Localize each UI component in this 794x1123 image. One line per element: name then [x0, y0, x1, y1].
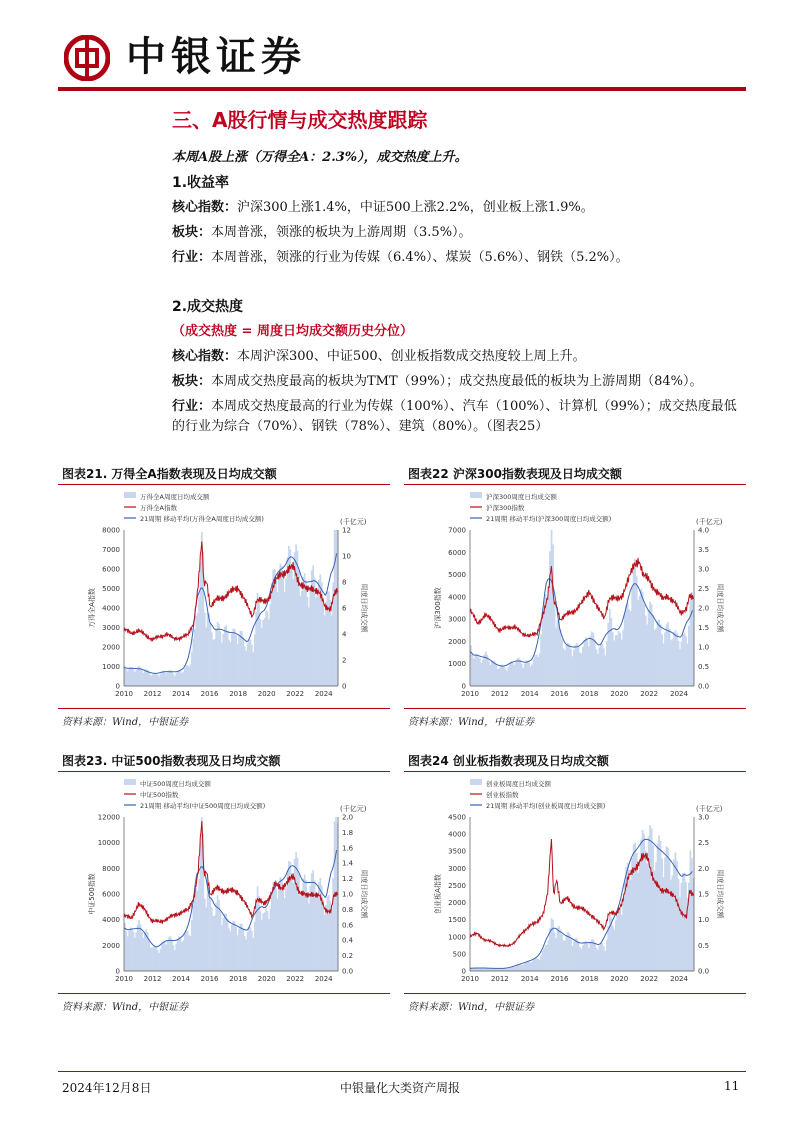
right-tick-label: 0.0	[342, 967, 354, 976]
left-tick-label: 7000	[448, 526, 466, 535]
returns-sector-label: 板块：	[172, 225, 212, 240]
x-tick-label: 2012	[143, 975, 162, 983]
returns-core-text: 沪深300上涨1.4%，中证500上涨2.2%，创业板上涨1.9%。	[237, 200, 594, 215]
x-tick-label: 2012	[490, 690, 509, 698]
left-tick-label: 3000	[448, 864, 466, 873]
left-tick-label: 5000	[102, 585, 120, 593]
section-title: 三、A股行情与成交热度跟踪	[172, 108, 428, 132]
x-tick-label: 2018	[229, 975, 248, 983]
x-tick-label: 2022	[640, 975, 659, 983]
left-tick-label: 1000	[448, 933, 466, 942]
figure-24-caption: 图表24 创业板指数表现及日均成交额	[408, 754, 609, 768]
heat-core-index	[172, 347, 748, 367]
x-tick-label: 2014	[172, 690, 190, 698]
right-axis-title: 周度日均成交额	[716, 869, 724, 919]
left-tick-label: 4000	[448, 593, 466, 602]
figure-23-source: 资料来源：Wind，中银证券	[62, 1002, 189, 1013]
figure-23-bottom-rule	[58, 993, 390, 994]
chart-csi500	[58, 773, 390, 993]
legend-label: 创业板周度日均成交额	[486, 780, 551, 788]
right-axis-title: 周度日均成交额	[360, 869, 368, 919]
x-tick-label: 2016	[200, 975, 219, 983]
header-rule	[58, 87, 746, 91]
left-tick-label: 4000	[102, 916, 120, 925]
footer-date: 2024年12月8日	[62, 1081, 152, 1095]
footer-page-number: 11	[724, 1079, 740, 1093]
left-tick-label: 0	[461, 682, 466, 691]
right-tick-label: 2.5	[698, 839, 710, 848]
x-tick-label: 2020	[610, 690, 629, 698]
x-tick-label: 2016	[550, 975, 569, 983]
right-tick-label: 0	[342, 682, 347, 691]
figure-22-bottom-rule	[404, 708, 746, 709]
right-axis-title: 周度日均成交额	[716, 583, 724, 633]
right-tick-label: 1.6	[342, 844, 354, 853]
heat-sector	[172, 372, 748, 392]
left-tick-label: 3000	[102, 624, 120, 632]
figure-21-bottom-rule	[58, 708, 390, 709]
x-tick-label: 2024	[314, 690, 333, 698]
legend-label: 创业板指数	[486, 791, 519, 799]
x-tick-label: 2022	[286, 975, 305, 983]
left-tick-label: 4000	[102, 604, 120, 613]
x-tick-label: 2024	[670, 975, 688, 983]
heat-core-text: 本周沪深300、中证500、创业板指数成交热度较上周上升。	[237, 349, 586, 364]
heat-sector-text: 本周成交热度最高的板块为TMT（99%）；成交热度最低的板块为上游周期（84%）。	[211, 374, 703, 389]
legend-label: 21周期 移动平均(创业板周度日均成交额)	[486, 802, 606, 810]
figure-23-rule	[58, 771, 390, 772]
x-tick-label: 2022	[640, 690, 659, 698]
footer-report-title: 中银量化大类资产周报	[340, 1081, 461, 1095]
right-tick-label: 2.0	[698, 864, 710, 873]
legend-label: 21周期 移动平均(中证500周度日均成交额)	[140, 802, 266, 810]
left-tick-label: 2000	[448, 899, 466, 908]
legend-swatch-volume	[124, 779, 136, 785]
legend-label: 中证500指数	[140, 791, 179, 799]
legend-label: 21周期 移动平均(万得全A周度日均成交额)	[140, 515, 264, 523]
left-tick-label: 0	[461, 967, 466, 976]
bank-logo-icon	[64, 35, 110, 81]
left-tick-label: 6000	[102, 565, 120, 574]
figure-21-caption: 图表21. 万得全A指数表现及日均成交额	[62, 467, 277, 481]
right-tick-label: 4.0	[698, 526, 710, 535]
footer-rule	[58, 1071, 746, 1072]
left-tick-label: 8000	[102, 864, 120, 873]
left-tick-label: 3000	[448, 615, 466, 624]
unit-label: (千亿元)	[340, 805, 367, 813]
heat-industry-label: 行业：	[172, 399, 212, 414]
right-tick-label: 12	[342, 526, 351, 535]
volume-bars	[470, 825, 694, 971]
left-tick-label: 6000	[102, 890, 120, 899]
legend-swatch-volume	[470, 779, 482, 785]
right-tick-label: 2.5	[698, 585, 710, 593]
right-tick-label: 1.0	[342, 890, 354, 899]
left-axis-title: 沪深300指数	[434, 587, 442, 629]
x-tick-label: 2016	[200, 690, 219, 698]
left-tick-label: 7000	[102, 546, 120, 554]
legend-swatch-volume	[470, 492, 482, 498]
heat-definition: （成交热度 = 周度日均成交额历史分位）	[172, 324, 413, 339]
figure-24-bottom-rule	[404, 993, 746, 994]
right-tick-label: 1.2	[342, 875, 354, 884]
right-tick-label: 0.5	[698, 941, 710, 950]
x-tick-label: 2018	[229, 690, 248, 698]
right-tick-label: 0.5	[698, 663, 710, 671]
right-tick-label: 1.4	[342, 859, 354, 868]
right-tick-label: 1.0	[698, 643, 710, 652]
left-tick-label: 2500	[448, 881, 466, 890]
left-tick-label: 2000	[102, 941, 120, 950]
returns-industry-text: 本周普涨，领涨的行业为传媒（6.4%）、煤炭（5.6%）、钢铁（5.2%）。	[211, 250, 629, 265]
returns-industry	[172, 248, 748, 268]
x-tick-label: 2020	[610, 975, 629, 983]
volume-bars	[470, 530, 694, 686]
x-tick-label: 2016	[550, 690, 569, 698]
x-tick-label: 2024	[670, 690, 688, 698]
right-tick-label: 2	[342, 656, 347, 665]
legend-label: 沪深300周度日均成交额	[486, 493, 557, 501]
heat-industry-text: 本周成交热度最高的行业为传媒（100%）、汽车（100%）、计算机（99%）；成交热度最低的行业为综合（70%）、钢铁（78%）、建筑（80%）。（图表25）	[172, 399, 737, 434]
right-tick-label: 1.8	[342, 828, 354, 837]
x-tick-label: 2012	[490, 975, 509, 983]
right-tick-label: 1.5	[698, 624, 710, 632]
right-tick-label: 3.5	[698, 546, 710, 554]
right-tick-label: 10	[342, 552, 351, 561]
left-tick-label: 500	[452, 950, 466, 959]
left-tick-label: 4500	[448, 813, 466, 822]
right-tick-label: 1.0	[698, 916, 710, 925]
left-tick-label: 2000	[448, 637, 466, 646]
brand-name: 中银证券	[126, 34, 306, 80]
right-tick-label: 3.0	[698, 813, 710, 822]
returns-core-index	[172, 198, 748, 218]
chart-wind-all-a	[58, 486, 390, 708]
volume-bars	[124, 530, 338, 686]
right-tick-label: 0.8	[342, 905, 354, 914]
left-tick-label: 5000	[448, 571, 466, 580]
right-tick-label: 2.0	[698, 604, 710, 613]
left-tick-label: 12000	[97, 813, 120, 822]
right-tick-label: 4	[342, 630, 347, 639]
right-tick-label: 0.2	[342, 952, 354, 961]
left-tick-label: 1000	[448, 660, 466, 669]
figure-21-source: 资料来源：Wind，中银证券	[62, 717, 189, 728]
right-tick-label: 8	[342, 578, 347, 587]
left-axis-title: 万得全A指数	[88, 588, 96, 628]
returns-sector	[172, 223, 748, 243]
x-tick-label: 2022	[286, 690, 305, 698]
heat-industry	[172, 397, 748, 437]
legend-label: 沪深300指数	[486, 504, 525, 512]
returns-sector-text: 本周普涨，领涨的板块为上游周期（3.5%）。	[211, 225, 472, 240]
left-tick-label: 3500	[448, 847, 466, 856]
weekly-summary: 本周A股上涨（万得全A：2.3%），成交热度上升。	[172, 150, 468, 165]
figure-22-rule	[404, 484, 746, 485]
heat-core-label: 核心指数：	[172, 349, 238, 364]
chart-csi300	[404, 486, 746, 708]
left-tick-label: 4000	[448, 830, 466, 839]
x-tick-label: 2010	[115, 975, 133, 983]
unit-label: (千亿元)	[696, 518, 723, 526]
x-tick-label: 2024	[314, 975, 333, 983]
left-axis-title: 中证500指数	[88, 873, 96, 915]
right-tick-label: 0.4	[342, 936, 354, 945]
left-tick-label: 6000	[448, 548, 466, 557]
figure-24-rule	[404, 771, 746, 772]
left-tick-label: 8000	[102, 526, 120, 535]
x-tick-label: 2010	[115, 690, 133, 698]
x-tick-label: 2014	[520, 975, 539, 983]
right-tick-label: 6	[342, 604, 347, 613]
right-tick-label: 0.0	[698, 682, 710, 691]
left-tick-label: 0	[115, 682, 120, 691]
x-tick-label: 2018	[580, 975, 599, 983]
heat-heading: 2.成交热度	[172, 299, 244, 315]
x-tick-label: 2020	[257, 690, 276, 698]
x-tick-label: 2018	[580, 690, 599, 698]
left-tick-label: 2000	[102, 643, 120, 652]
x-tick-label: 2014	[520, 690, 539, 698]
x-tick-label: 2010	[461, 690, 479, 698]
left-tick-label: 0	[115, 967, 120, 976]
legend-label: 万得全A指数	[140, 504, 177, 512]
legend-label: 中证500周度日均成交额	[140, 780, 211, 788]
returns-core-label: 核心指数：	[172, 200, 238, 215]
figure-23-caption: 图表23. 中证500指数表现及日均成交额	[62, 754, 281, 768]
right-tick-label: 3.0	[698, 565, 710, 574]
left-tick-label: 10000	[97, 839, 120, 848]
figure-22-caption: 图表22 沪深300指数表现及日均成交额	[408, 467, 622, 481]
unit-label: (千亿元)	[340, 518, 367, 526]
figure-22-source: 资料来源：Wind，中银证券	[408, 717, 535, 728]
legend-label: 21周期 移动平均(沪深300周度日均成交额)	[486, 515, 612, 523]
x-tick-label: 2010	[461, 975, 479, 983]
x-tick-label: 2014	[172, 975, 190, 983]
right-axis-title: 周度日均成交额	[360, 583, 368, 633]
right-tick-label: 0.6	[342, 921, 354, 930]
x-tick-label: 2012	[143, 690, 162, 698]
x-tick-label: 2020	[257, 975, 276, 983]
left-tick-label: 1000	[102, 663, 120, 671]
heat-sector-label: 板块：	[172, 374, 212, 389]
legend-label: 万得全A周度日均成交额	[140, 493, 210, 501]
figure-21-rule	[58, 484, 390, 485]
chart-chinext	[404, 773, 746, 993]
right-tick-label: 2.0	[342, 813, 354, 822]
left-tick-label: 1500	[448, 916, 466, 925]
returns-heading: 1.收益率	[172, 175, 230, 191]
legend-swatch-volume	[124, 492, 136, 498]
right-tick-label: 1.5	[698, 890, 710, 899]
unit-label: (千亿元)	[696, 805, 723, 813]
left-axis-title: 创业板A指数	[434, 874, 442, 914]
right-tick-label: 0.0	[698, 967, 710, 976]
figure-24-source: 资料来源：Wind，中银证券	[408, 1002, 535, 1013]
returns-industry-label: 行业：	[172, 250, 212, 265]
